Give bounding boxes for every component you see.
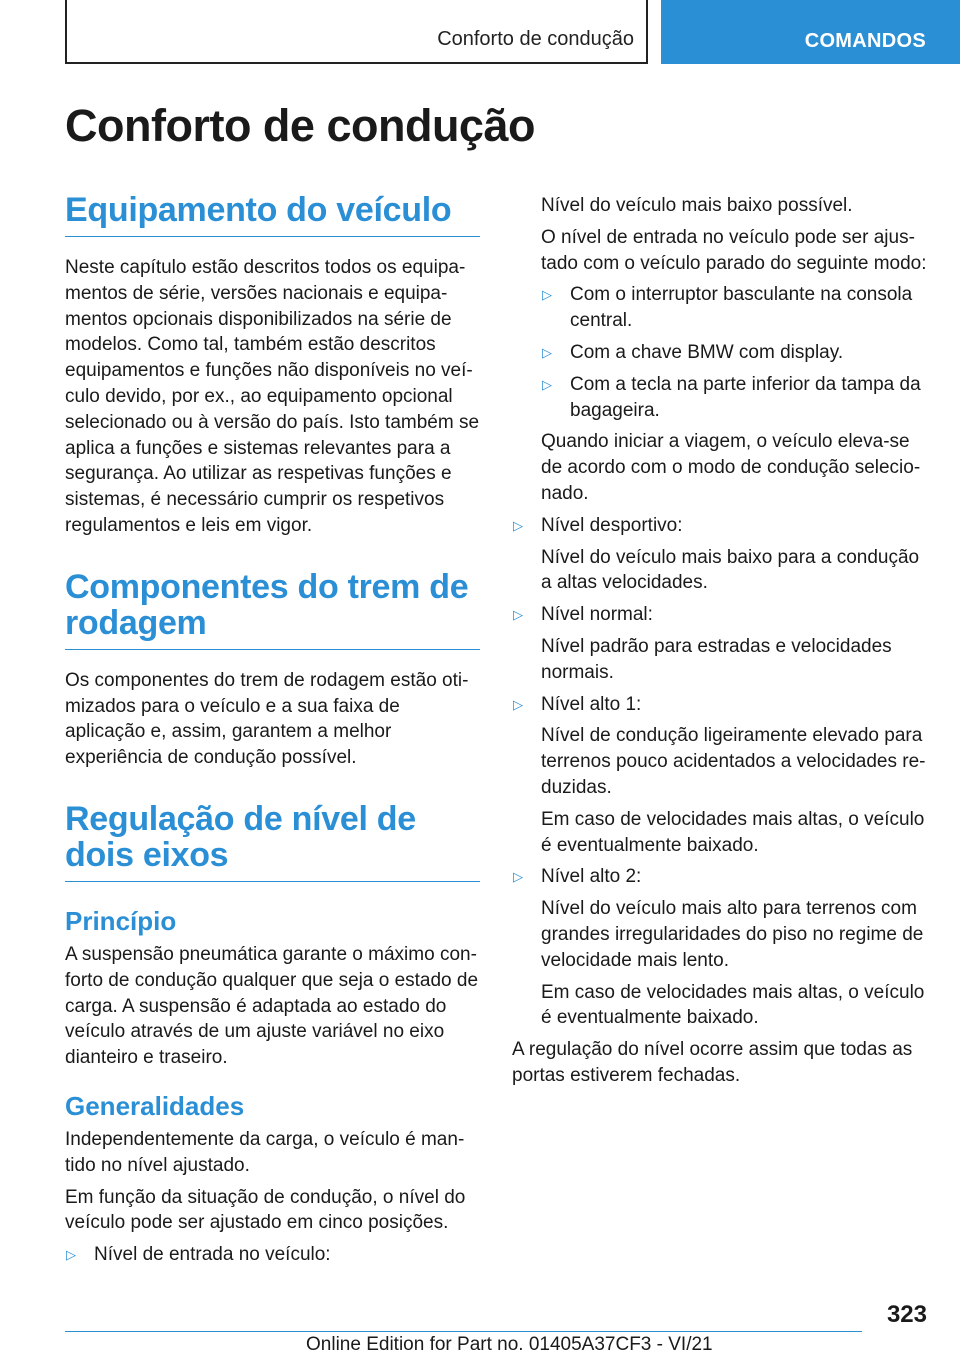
final-paragraph: A regulação do nível ocorre assim que todas as portas estiverem fechadas. bbox=[512, 1039, 913, 1086]
heading-componentes: Componentes do trem de rodagem bbox=[65, 569, 480, 650]
bullet-triangle-icon: ▷ bbox=[66, 1247, 76, 1263]
normal-description: Nível padrão para estradas e velocidades normais. bbox=[541, 635, 892, 683]
bullet-triangle-icon: ▷ bbox=[513, 869, 523, 885]
list-item-alto-1: ▷ Nível alto 1: bbox=[513, 693, 642, 715]
entrada-modo: O nível de entrada no veículo pode ser ajustado com o veículo parado do seguinte modo: bbox=[541, 226, 927, 274]
paragraph-componentes: Os componentes do trem de rodagem estão otimizados para o veículo e a sua faixa de aplicação e, assim, garantem a melhor experiência de condução possível. bbox=[65, 669, 469, 769]
alto-1-nota: Em caso de velocidades mais altas, o veículo é eventualmente baixado. bbox=[541, 808, 925, 856]
entrada-nota: Quando iniciar a viagem, o veículo eleva-se de acordo com o modo de condução selecionado. bbox=[541, 431, 921, 504]
bullet-triangle-icon: ▷ bbox=[542, 376, 552, 392]
footer-edition: Online Edition for Part no. 01405A37CF3 - VI/21 bbox=[306, 1334, 713, 1355]
header-section-box bbox=[65, 0, 648, 64]
list-item-alto-2: ▷ Nível alto 2: bbox=[513, 866, 642, 888]
bullet-triangle-icon: ▷ bbox=[542, 287, 552, 303]
paragraph-equipamento: Neste capítulo estão descritos todos os equipamentos de série, versões nacionais e equipamentos opcionais disponibilizados na série de modelos. Como tal, também estão descritos equipamentos e funções não disponíveis no veículo devido, por ex., ao equipamento opcional selecionado ou à versão do país. Isto também se aplica a funções e sistemas relevantes para a segurança. Ao utilizar as respetivas funções e sistemas, é necessário cumprir os respetivos regulamentos e leis em vigor. bbox=[65, 257, 480, 536]
paragraph-generalidades-1: Independentemente da carga, o veículo é mantido no nível ajustado. bbox=[65, 1128, 465, 1176]
list-item-entrada: ▷ Nível de entrada no veículo: bbox=[66, 1244, 331, 1266]
sub-list-item: ▷ Com a chave BMW com display. bbox=[542, 341, 844, 363]
header-chapter-tab bbox=[661, 0, 960, 64]
heading-equipamento: Equipamento do veículo bbox=[65, 192, 480, 237]
heading-regulacao: Regulação de nível de dois eixos bbox=[65, 801, 480, 882]
bullet-triangle-icon: ▷ bbox=[513, 607, 523, 623]
list-item-normal: ▷ Nível normal: bbox=[513, 604, 653, 626]
right-column bbox=[512, 193, 927, 1089]
desportivo-description: Nível do veículo mais baixo para a condução a altas velocidades. bbox=[541, 546, 920, 594]
paragraph-generalidades-2: Em função da situação de condução, o nível do veículo pode ser ajustado em cinco posições. bbox=[65, 1186, 466, 1234]
bullet-triangle-icon: ▷ bbox=[542, 344, 552, 360]
heading-generalidades: Generalidades bbox=[65, 1090, 245, 1121]
paragraph-principio: A suspensão pneumática garante o máximo conforto de condução qualquer que seja o estado de carga. A suspensão é adaptada ao estado do veículo através de um ajuste variável no eixo dianteiro e traseiro. bbox=[65, 943, 479, 1069]
alto-2-nota: Em caso de velocidades mais altas, o veículo é eventualmente baixado. bbox=[541, 981, 925, 1029]
alto-2-description: Nível do veículo mais alto para terrenos com grandes irregularidades do piso no regime de velocidade mais lento. bbox=[541, 898, 924, 971]
bullet-triangle-icon: ▷ bbox=[513, 696, 523, 712]
sub-list-item: ▷ Com o interruptor basculante na consola central. bbox=[542, 284, 913, 332]
header-chapter-label: COMANDOS bbox=[804, 30, 926, 52]
page-title: Conforto de condução bbox=[65, 100, 535, 151]
alto-1-description: Nível de condução ligeiramente elevado para terrenos pouco acidentados a velocidades reduzidas. bbox=[541, 725, 926, 798]
sub-list-item: ▷ Com a tecla na parte inferior da tampa da bagageira. bbox=[542, 373, 921, 421]
heading-principio: Princípio bbox=[65, 905, 177, 936]
page-number: 323 bbox=[886, 1301, 927, 1328]
list-item-desportivo: ▷ Nível desportivo: bbox=[513, 514, 683, 536]
left-column bbox=[65, 192, 480, 1268]
header-section-label: Conforto de condução bbox=[437, 28, 634, 50]
footer-divider bbox=[65, 1331, 862, 1332]
bullet-triangle-icon: ▷ bbox=[513, 517, 523, 533]
entrada-description: Nível do veículo mais baixo possível. bbox=[541, 195, 853, 216]
